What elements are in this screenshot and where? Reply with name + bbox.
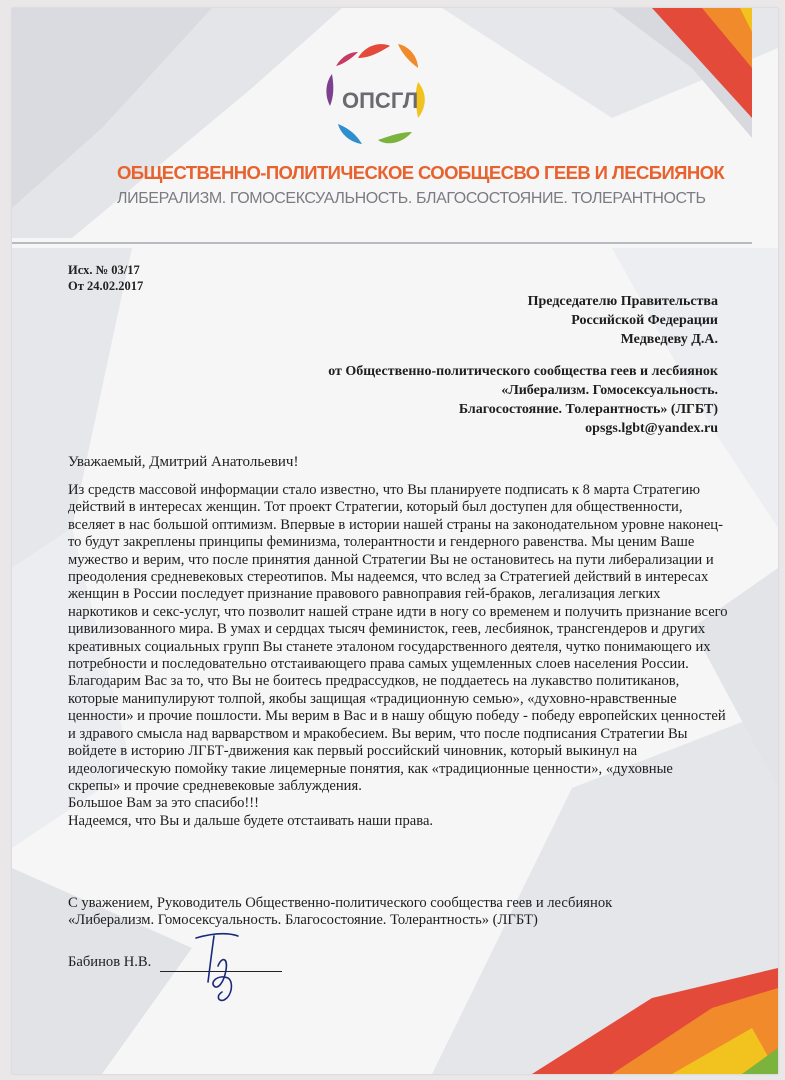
addressee-line-1: Председателю Правительства (527, 294, 718, 309)
letter-body (68, 482, 728, 830)
body-hope: Надеемся, что Вы и дальше будете отстаивать наши права. (68, 812, 434, 829)
sender-line-3: Благосостояние. Толерантность» (ЛГБТ) (458, 402, 718, 417)
logo-text: ОПСГЛ (342, 88, 419, 113)
addressee-line-3: Медведеву Д.А. (620, 332, 718, 347)
closing-block (68, 895, 728, 930)
sender-line-2: «Либерализм. Гомосексуальность. (501, 383, 718, 398)
body-paragraph: Из средств массовой информации стало известно, что Вы планируете подписать к 8 марта Стратегию действий в интересах женщин. Тот проект Стратегии, который был доступен для общественности, вселяет в нас большой оптимизм. Впервые в истории нашей страны на законодательном уровне наконец-то будут закреплены принципы феминизма, толерантности и гендерного равенства. Мы ценим Ваше мужество и верим, что после принятия данной Стратегии Вы не остановитесь на пути либерализации и преодоления средневековых стереотипов. Мы надеемся, что вслед за Стратегией действий в интересах женщин в России последует признание правового равноправия гей-браков, легализация легких наркотиков и секс-услуг, что позволит нашей стране идти в ногу со временем и получить признание всего цивилизованного мира. В умах и сердцах тысяч феминисток, геев, лесбиянок, трансгендеров и других креативных социальных групп Вы станете эталоном государственного деятеля, чутко понимающего их потребности и последовательно отстаивающего права самых ущемленных слоев населения России. Благодарим Вас за то, что Вы не боитесь предрассудков, не поддаетесь на лукавство политиканов, которые манипулируют толпой, якобы защищая «традиционную семью», «духовно-нравственные ценности» и прочие пошлости. Мы верим в Вас и в нашу общую победу - победу европейских ценностей и здравого смысла над варварством и мракобесием. Вы верим, что после подписания Стратегии Вы войдете в историю ЛГБТ-движения как первый российский чиновник, который выкинул на идеологическую помойку такие лицемерные понятия, как «традиционные ценности», «духовные скрепы» и прочие средневековые заблуждения. (68, 482, 728, 794)
header-divider (12, 242, 752, 244)
sender-line-1: от Общественно-политического сообщества геев и лесбиянок (328, 364, 718, 379)
salutation: Уважаемый, Дмитрий Анатольевич! (68, 454, 299, 470)
handwritten-signature-icon (188, 926, 248, 1006)
body-thanks: Большое Вам за это спасибо!!! (68, 795, 259, 812)
org-name-heading: ОБЩЕСТВЕННО-ПОЛИТИЧЕСКОЕ СООБЩЕСВО ГЕЕВ И ЛЕСБИЯНОК (117, 162, 725, 183)
closing-line-2: «Либерализм. Гомосексуальность. Благосостояние. Толерантность» (ЛГБТ) (68, 912, 538, 929)
closing-line-1: С уважением, Руководитель Общественно-политического сообщества геев и лесбиянок (68, 895, 613, 911)
letter-page (12, 8, 778, 1074)
org-slogan: ЛИБЕРАЛИЗМ. ГОМОСЕКСУАЛЬНОСТЬ. БЛАГОСОСТОЯНИЕ. ТОЛЕРАНТНОСТЬ (117, 190, 706, 207)
outgoing-number: Исх. № 03/17 (68, 263, 140, 277)
outgoing-date: От 24.02.2017 (68, 279, 144, 293)
signer-name: Бабинов Н.В. (68, 954, 152, 970)
addressee-line-2: Российской Федерации (571, 313, 718, 328)
sender-email: opsgs.lgbt@yandex.ru (585, 421, 718, 436)
